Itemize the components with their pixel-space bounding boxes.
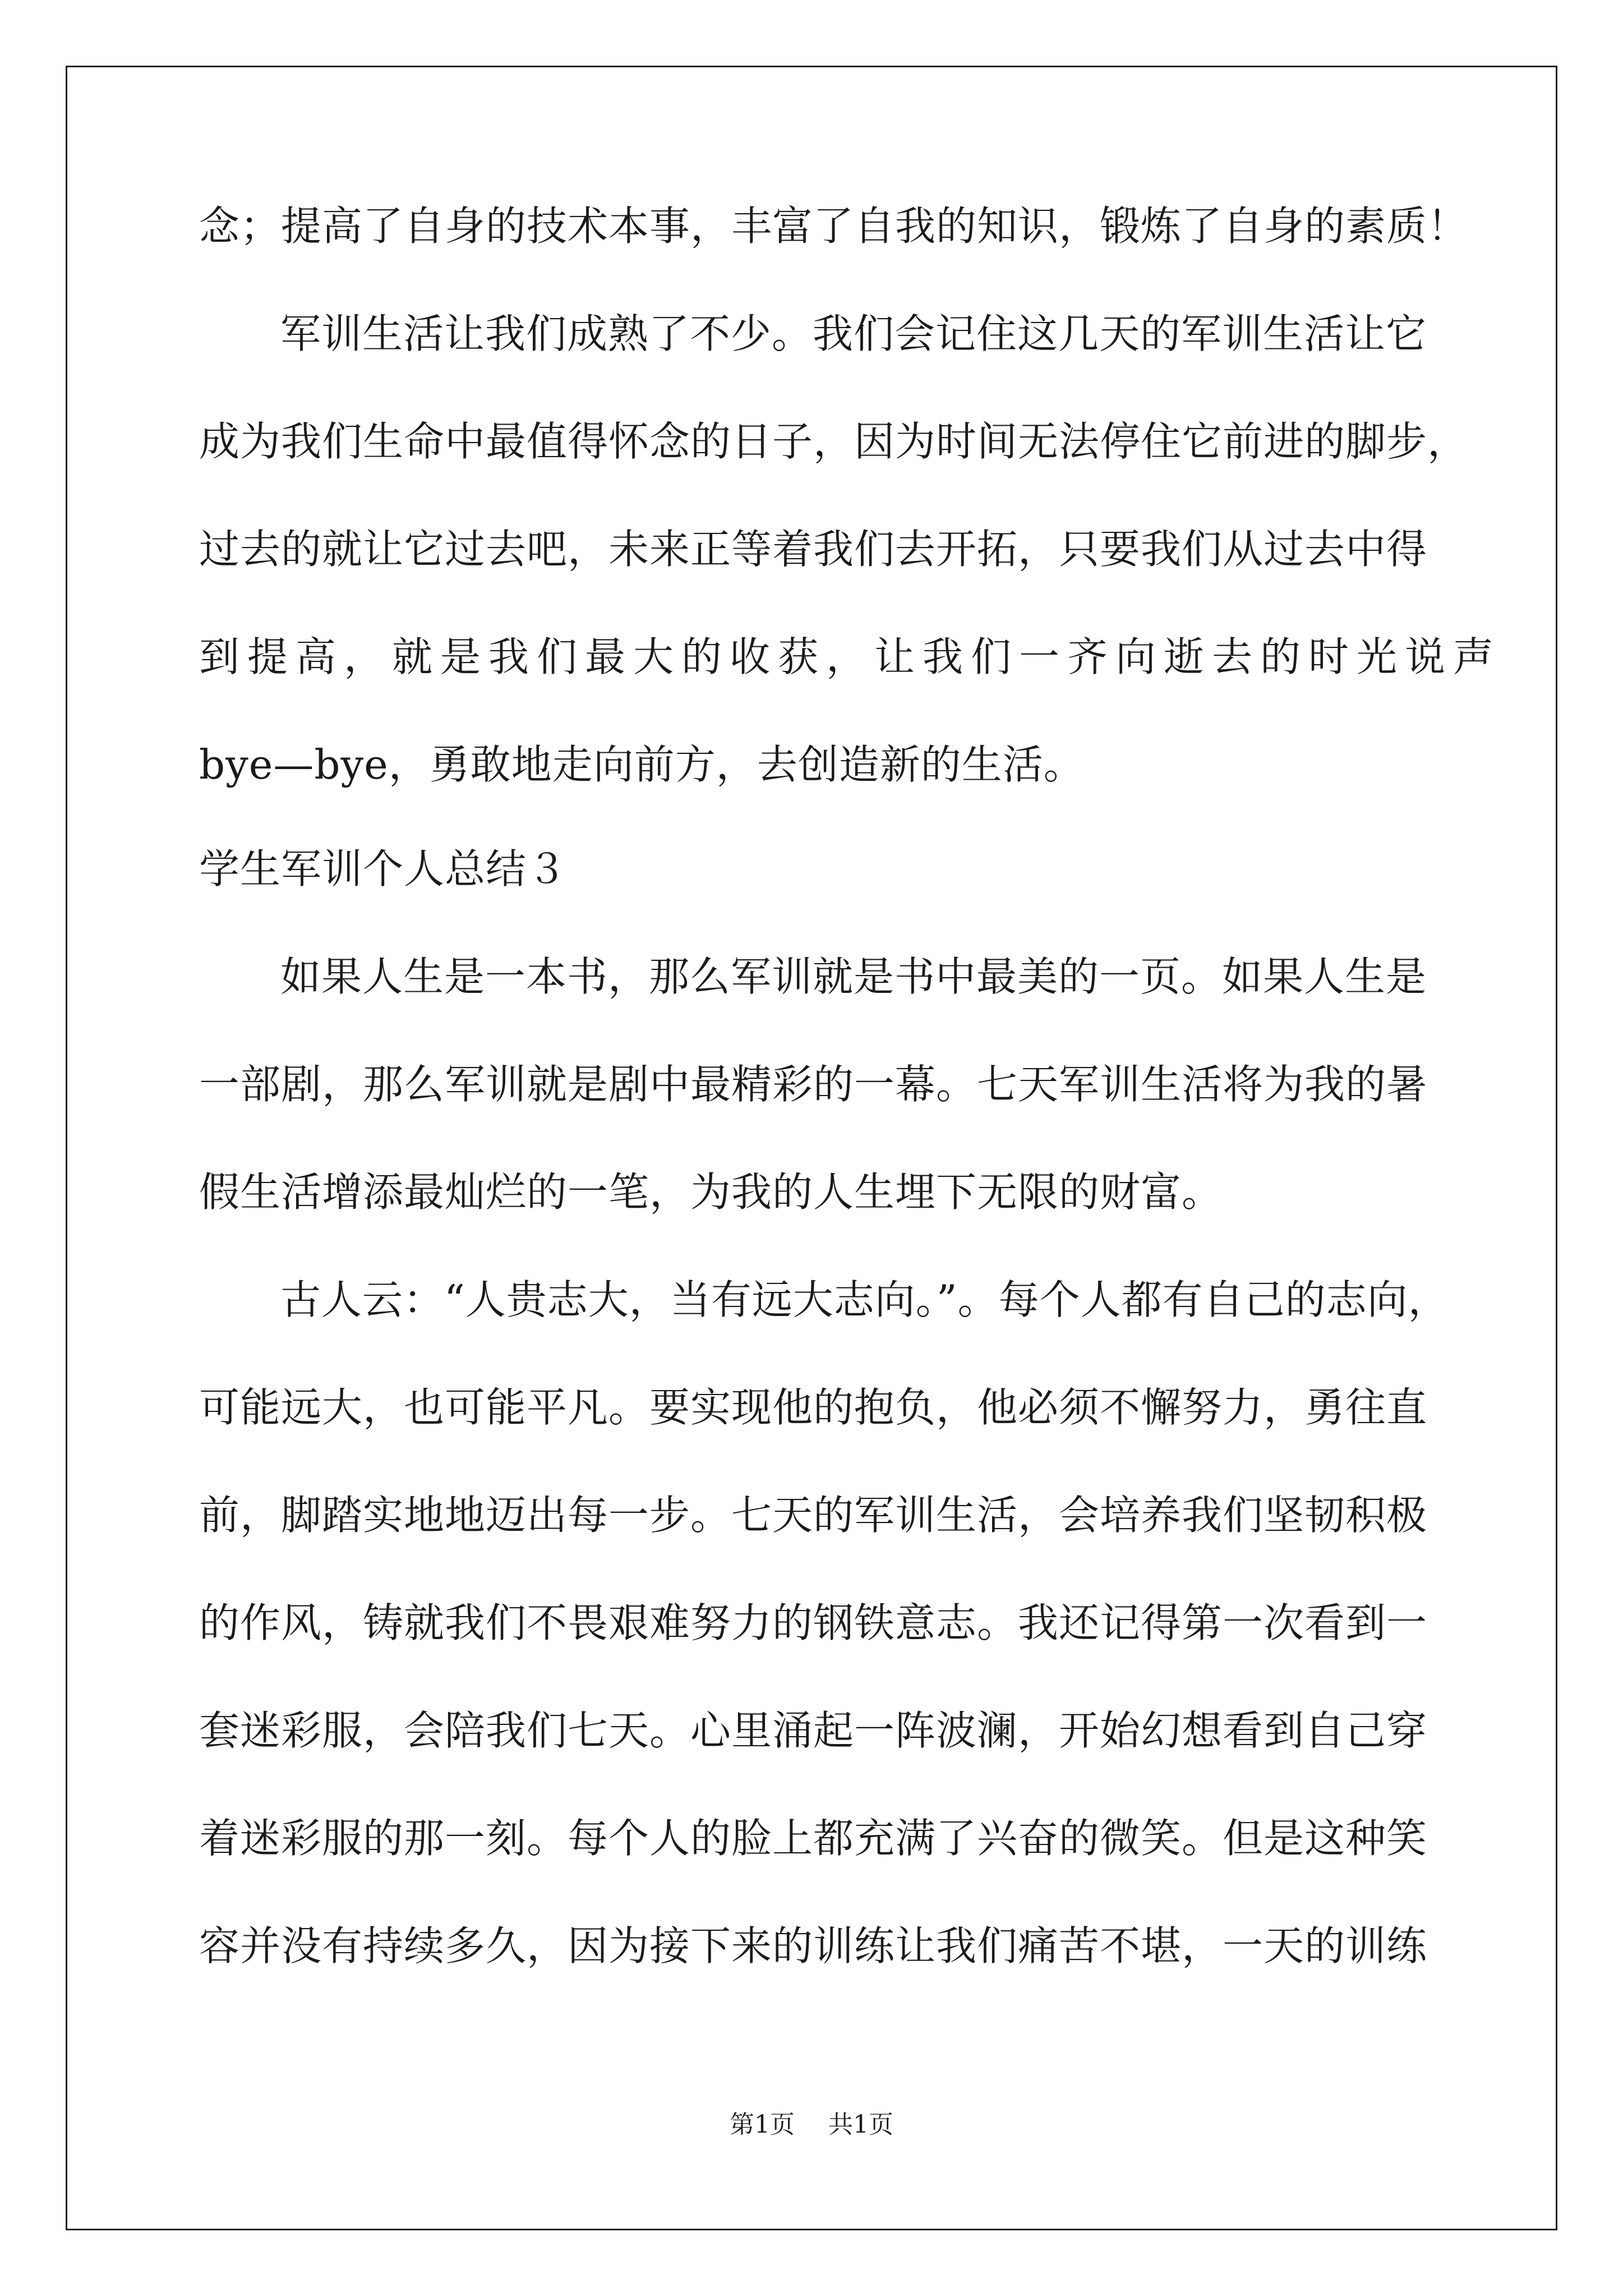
text-line: 的作风，铸就我们不畏艰难努力的钢铁意志。我还记得第一次看到一 (199, 1599, 1428, 1646)
text-line: 念；提高了自身的技术本事，丰富了自我的知识，锻炼了自身的素质！ (199, 203, 1469, 250)
text-line: 古人云：“人贵志大，当有远大志向。”。每个人都有自己的志向， (280, 1276, 1449, 1323)
page-footer (0, 2108, 1623, 2142)
text-line: 容并没有持续多久，因为接下来的训练让我们痛苦不堪，一天的训练 (199, 1922, 1428, 1970)
page-border (66, 66, 1557, 2230)
text-line: 过去的就让它过去吧，未来正等着我们去开拓，只要我们从过去中得 (199, 526, 1428, 573)
text-line: 可能远大，也可能平凡。要实现他的抱负，他必须不懈努力，勇往直 (199, 1384, 1428, 1431)
text-line: 军训生活让我们成熟了不少。我们会记住这几天的军训生活让它 (280, 310, 1427, 357)
text-line: 到提高，就是我们最大的收获，让我们一齐向逝去的时光说声 (199, 633, 1502, 680)
text-line: 着迷彩服的那一刻。每个人的脸上都充满了兴奋的微笑。但是这种笑 (199, 1815, 1428, 1862)
text-line: 假生活增添最灿烂的一笔，为我的人生埋下无限的财富。 (199, 1168, 1223, 1216)
text-line: bye—bye，勇敢地走向前方，去创造新的生活。 (199, 741, 1085, 788)
text-line: 一部剧，那么军训就是剧中最精彩的一幕。七天军训生活将为我的暑 (199, 1061, 1428, 1108)
page-number: 第1页 (730, 2110, 795, 2139)
text-line: 如果人生是一本书，那么军训就是书中最美的一页。如果人生是 (280, 953, 1427, 1000)
text-line: 成为我们生命中最值得怀念的日子，因为时间无法停住它前进的脚步， (199, 418, 1469, 465)
text-line: 套迷彩服，会陪我们七天。心里涌起一阵波澜，开始幻想看到自己穿 (199, 1707, 1428, 1754)
text-line: 前，脚踏实地地迈出每一步。七天的军训生活，会培养我们坚韧积极 (199, 1492, 1428, 1539)
page-total: 共1页 (828, 2110, 893, 2139)
section-heading: 学生军训个人总结３ (199, 845, 568, 892)
